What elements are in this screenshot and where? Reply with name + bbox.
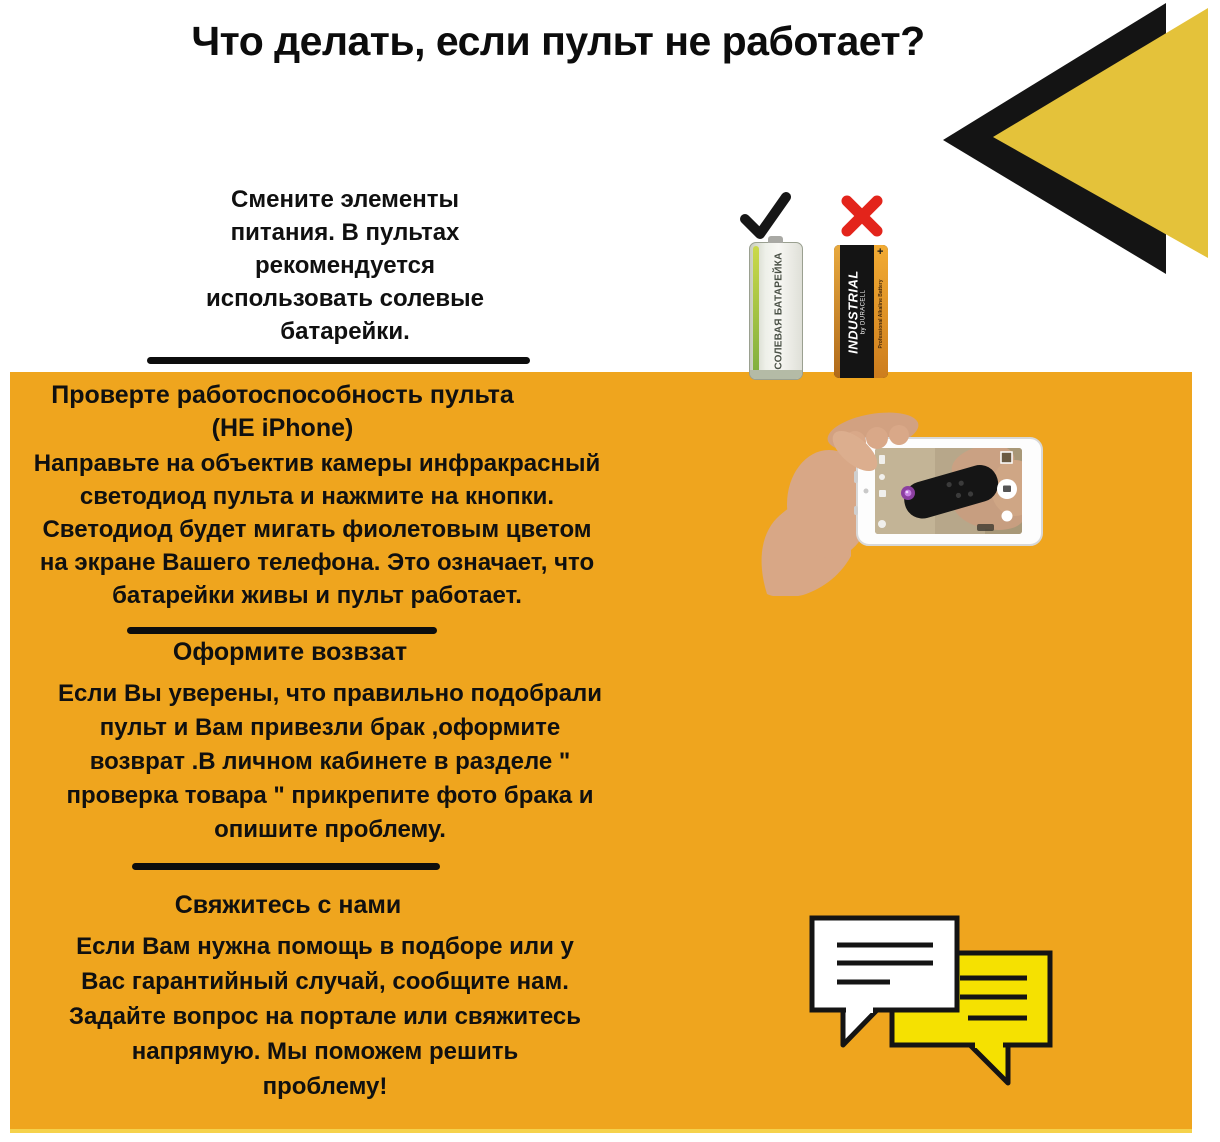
phone-camera-photo (755, 396, 1100, 596)
divider (147, 357, 530, 364)
text-line: Проверте работоспособность пульта (51, 381, 514, 409)
battery-brand: INDUSTRIAL (845, 269, 861, 354)
text-line: Вас гарантийный случай, сообщите нам. (81, 968, 569, 995)
contact-heading: Свяжитесь с нами (174, 891, 402, 919)
camera-glyph (1003, 486, 1011, 493)
battery-terminal (768, 236, 783, 243)
salt-battery-image (749, 242, 803, 380)
chat-bubbles-icon (795, 905, 1065, 1090)
text-line: Направьте на объектив камеры инфракрасный (33, 450, 601, 477)
check-mark (745, 197, 786, 234)
text-line: батарейки. (280, 318, 410, 345)
text-line: Если Вы уверены, что правильно подобрали (57, 680, 603, 707)
gallery-thumbnail (1001, 452, 1012, 463)
text-line: на экране Вашего телефона. Это означает, что (39, 549, 595, 576)
text-line: батарейки живы и пульт работает. (112, 582, 522, 609)
battery-base (750, 370, 802, 379)
battery-label: СОЛЕВАЯ БАТАРЕЙКА (773, 252, 785, 370)
battery-stripe (753, 246, 759, 376)
plus-terminal-label: + (877, 246, 884, 258)
camera-label (977, 524, 994, 531)
timer-icon (878, 520, 886, 528)
bubble-tail-joint (975, 1039, 1003, 1048)
ir-led (905, 490, 912, 497)
text-line: Светодиод будет мигать фиолетовым цветом (42, 516, 592, 543)
text-line: пульт и Вам привезли брак ,оформите (99, 714, 561, 741)
flash-icon (879, 455, 885, 464)
text-line: напрямую. Мы поможем решить (131, 1038, 519, 1065)
battery-brand-area (840, 245, 874, 378)
bubble-tail-joint (846, 1004, 873, 1013)
check-remote-heading (10, 379, 555, 445)
contact-text (35, 929, 615, 1104)
refund-heading: Оформите возвзат (172, 638, 408, 666)
phone-side-button (854, 471, 858, 483)
batteries-advice-text (170, 183, 520, 348)
text-line: проверка товара " прикрепите фото брака и (66, 782, 594, 809)
ir-led-highlight (906, 491, 909, 494)
divider (127, 627, 437, 634)
fingertip (866, 427, 888, 449)
front-camera (864, 489, 869, 494)
text-line: Смените элементы (231, 186, 459, 213)
refund-text (40, 677, 620, 847)
hdr-icon (879, 474, 885, 480)
page-title: Что делать, если пульт не работает? (191, 18, 925, 64)
text-line: Задайте вопрос на портале или свяжитесь (68, 1003, 582, 1030)
text-line: опишите проблему. (214, 816, 446, 843)
camera-mode-button (1002, 511, 1013, 522)
duracell-battery-image (834, 245, 888, 378)
check-remote-text (17, 447, 617, 612)
bubble-tail (970, 1045, 1008, 1083)
fingertip (889, 425, 909, 445)
text-line: проблему! (262, 1073, 388, 1100)
cross-icon (838, 193, 886, 239)
settings-icon (879, 490, 886, 497)
text-line: (НЕ iPhone) (211, 414, 354, 442)
divider (132, 863, 440, 870)
text-line: использовать солевые (206, 285, 484, 312)
battery-orange-band (874, 245, 888, 378)
phone-side-button (854, 506, 858, 515)
battery-side-text: Professional Alkaline Battery (878, 279, 884, 349)
text-line: питания. В пультах (230, 219, 460, 246)
battery-brand-sub: by DURACELL (860, 289, 867, 334)
bubble-tail (843, 1010, 877, 1045)
text-line: рекомендуется (254, 252, 436, 279)
battery-brand-rotated (847, 270, 868, 354)
text-line: возврат .В личном кабинете в разделе " (89, 748, 571, 775)
text-line: Если Вам нужна помощь в подборе или у (76, 933, 574, 960)
check-icon (736, 190, 794, 242)
text-line: светодиод пульта и нажмите на кнопки. (79, 483, 555, 510)
